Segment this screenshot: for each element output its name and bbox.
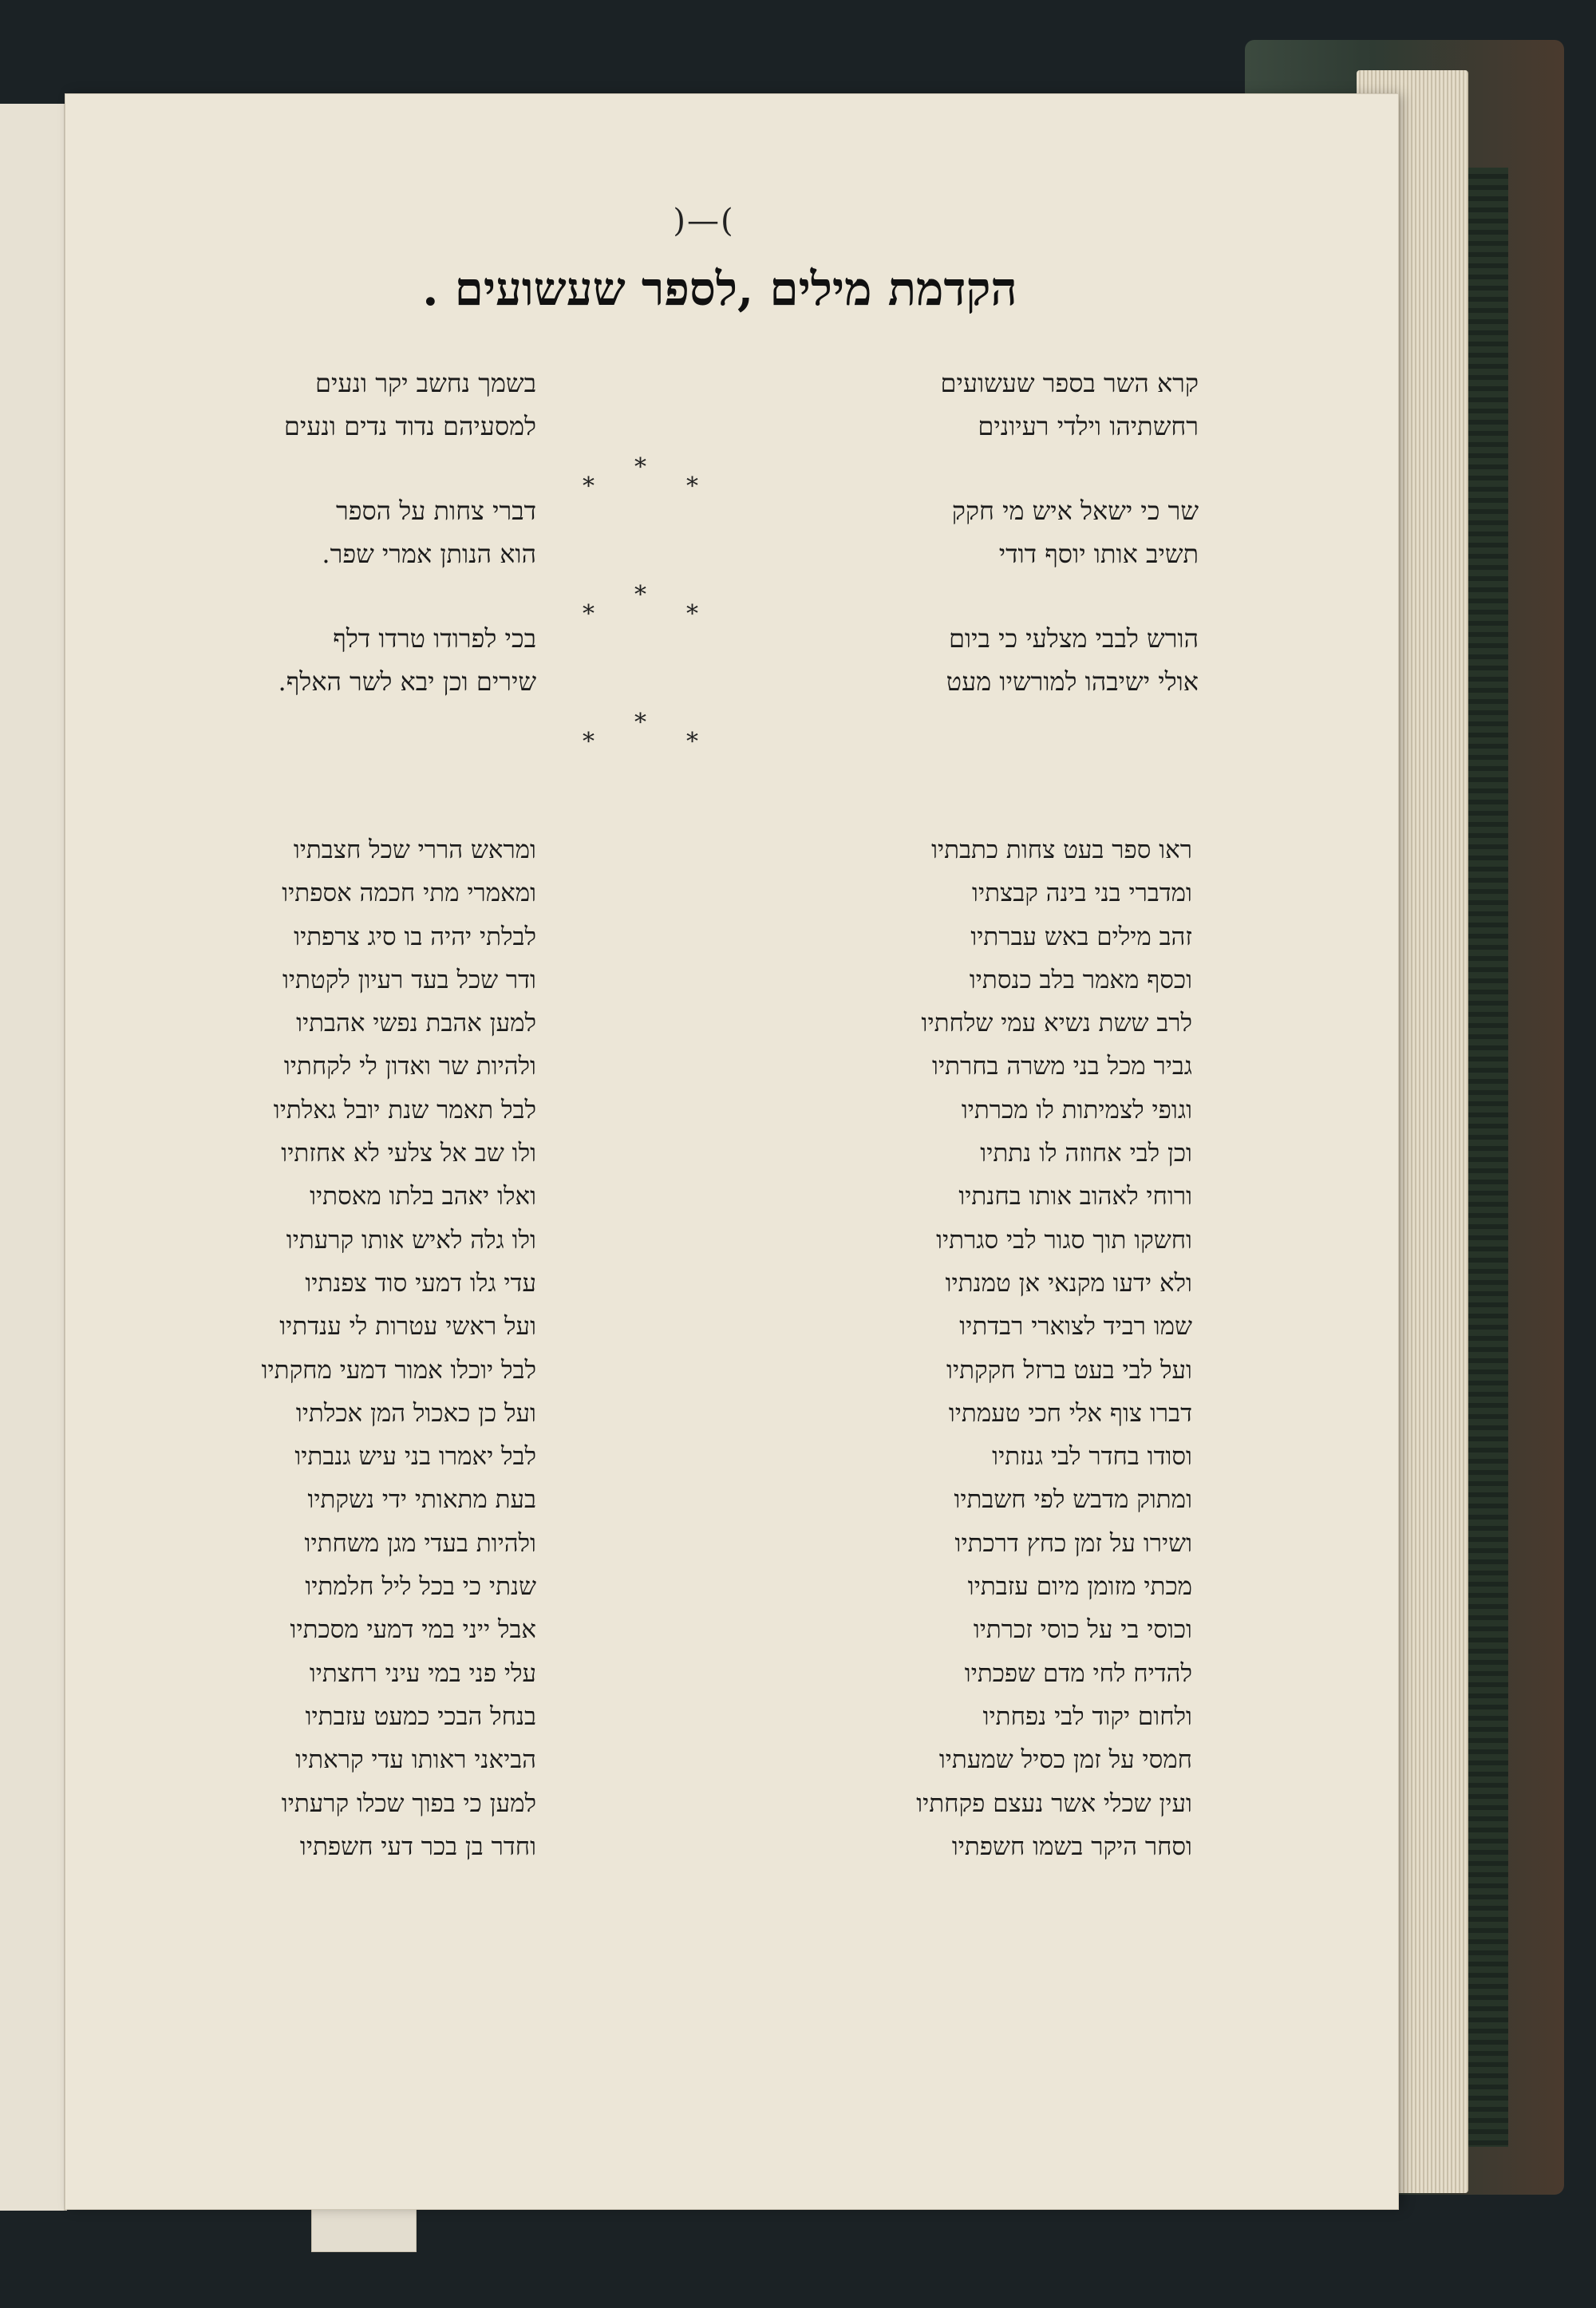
asterisk-glyph: * — [583, 728, 595, 756]
facing-page-edge — [0, 104, 67, 2211]
verse-line: לבלתי יהיה בו סיג צרפתיו — [294, 922, 536, 951]
verse-line: דברי צחות על הספר — [335, 496, 536, 526]
paper-tab — [311, 2207, 417, 2252]
verse-line: להדיח לחי מדם שפכתיו — [964, 1658, 1192, 1688]
verse-line: לרב ששת נשיא עמי שלחתיו — [921, 1009, 1192, 1038]
asterisk-divider — [583, 709, 710, 757]
verse-line: וכן לבי אחוזה לו נתתיו — [980, 1139, 1192, 1168]
asterisk-glyph: * — [634, 709, 646, 737]
page-title: הקדמת מילים ,לספר שעשועים . — [422, 262, 1017, 316]
verse-line: ועין שכלי אשר נעצם פקחתיו — [916, 1788, 1192, 1818]
stanza-right-1 — [940, 362, 1199, 448]
verse-line: אבל ייני במי דמעי מסכתיו — [290, 1615, 536, 1645]
verse-line: עלי פני במי עיני רחצתיו — [309, 1658, 536, 1688]
verse-line: ולהיות בעדי מגן משחתיו — [304, 1528, 536, 1558]
asterisk-glyph: * — [583, 472, 595, 500]
verse-line: וכסף מאמר בלב כנסתיו — [969, 965, 1192, 994]
verse-line: וכוסי בי על כוסי זכרתיו — [973, 1615, 1192, 1645]
verse-line: קרא השר בספר שעשועים — [940, 368, 1199, 398]
verse-line: לבל תאמר שנת יובל גאלתיו — [273, 1095, 536, 1124]
verse-line: וסחר היקר בשמו חשפתיו — [951, 1832, 1192, 1861]
verse-line: בעת מתאותי ידי נשקתיו — [307, 1485, 536, 1515]
stanza-left-3 — [279, 617, 536, 703]
verse-line: בכי לפרודו טרדו דלף — [333, 623, 536, 654]
verse-line: ומאמרי מתי חכמה אספתיו — [282, 879, 536, 908]
asterisk-glyph: * — [634, 453, 646, 481]
verse-line: ולחום יקוד לבי נפחתיו — [982, 1701, 1192, 1731]
verse-line: לבל יוכלו אמור דמעי מחקתיו — [261, 1355, 536, 1385]
verse-line: הוא הנותן אמרי שפר. — [322, 539, 536, 569]
verse-line: וחדר בן בכר דעי חשפתיו — [299, 1832, 536, 1861]
verse-line: ומדברי בני בינה קבצתיו — [972, 879, 1192, 908]
verse-line: ולא ידעו מקנאי אן טמנתיו — [945, 1268, 1192, 1298]
asterisk-glyph: * — [686, 600, 698, 628]
verse-line: ועל לבי בעט ברזל חקקתיו — [946, 1355, 1192, 1385]
verse-line: בנחל הבכי כמעט עזבתיו — [305, 1701, 536, 1731]
stanza-right-2 — [952, 489, 1199, 575]
verse-line: חמסי על זמן כסיל שמעתיו — [938, 1745, 1192, 1775]
verse-line: ומראש הררי שכל חצבתיו — [293, 836, 536, 864]
stanza-right-3 — [946, 617, 1199, 703]
asterisk-glyph: * — [686, 472, 698, 500]
verse-line: גביר מכל בני משרה בחרתיו — [932, 1052, 1192, 1081]
verse-line: שנתי כי בכל ליל חלמתיו — [305, 1572, 536, 1602]
verse-line: ולו שב אל צלעי לא אחזתיו — [281, 1139, 536, 1168]
verse-line: הביאני ראותו עדי קראתיו — [295, 1745, 536, 1775]
verse-line: שמו רביד לצוארי רבדתיו — [959, 1312, 1192, 1342]
asterisk-glyph: * — [686, 728, 698, 756]
book-spine — [1468, 168, 1508, 2147]
verse-line: ושירו על זמן כחץ דרכתיו — [954, 1528, 1192, 1558]
verse-line: ומתוק מדבש לפי חשבתיו — [954, 1485, 1192, 1515]
verse-line: תשיב אותו יוסף דודי — [998, 539, 1199, 569]
asterisk-glyph: * — [583, 600, 595, 628]
stanza-left-2 — [322, 489, 536, 575]
verse-line: בשמך נחשב יקר ונעים — [315, 368, 536, 398]
verse-line: וגופי לצמיתות לו מכרתיו — [961, 1095, 1192, 1124]
verse-line: ועל ראשי עטרות לי ענדתיו — [279, 1312, 536, 1342]
poem-column-left — [262, 828, 536, 1868]
verse-line: שירים וכן יבא לשר האלף. — [278, 666, 536, 697]
asterisk-glyph: * — [634, 581, 646, 609]
verse-line: מכתי מזומן מיום עזבתיו — [967, 1572, 1192, 1602]
asterisk-divider — [583, 453, 710, 501]
verse-line: לבל יאמרו בני עיש גנבתיו — [294, 1442, 536, 1472]
verse-line: ודר שכל בעד רעיון לקטתיו — [282, 965, 536, 994]
verse-line: עדי גלו דמעי סוד צפנתיו — [305, 1268, 536, 1298]
verse-line: ואלו יאהב בלתו מאסתיו — [310, 1182, 536, 1211]
verse-line: למען כי בפוך שכלו קרעתיו — [281, 1788, 536, 1818]
verse-line: ולו גלה לאיש אותו קרעתיו — [286, 1225, 536, 1255]
verse-line: ולהיות שר ואדון לי לקחתיו — [283, 1052, 536, 1081]
verse-line: ראו ספר בעט צחות כתבתיו — [931, 836, 1192, 864]
verse-line: וסודו בחדר לבי גנזתיו — [992, 1442, 1192, 1472]
verse-line: למסעיהם נדוד נדים ונעים — [283, 411, 536, 441]
verse-line: זהב מילים באש עברתיו — [970, 922, 1192, 951]
verse-line: ורוחי לאהוב אותו בחנתיו — [958, 1182, 1192, 1211]
verse-line: ועל כן כאכול המן אכלתיו — [295, 1398, 536, 1428]
verse-line: רחשתיהו וילדי רעיונים — [978, 411, 1199, 441]
verse-line: שר כי ישאל איש מי חקק — [951, 496, 1199, 526]
book-page — [65, 94, 1398, 2209]
verse-line: דברו צוף אלי חכי טעמתיו — [948, 1398, 1192, 1428]
verse-line: אולי ישיבהו למורשיו מעט — [946, 666, 1199, 697]
verse-line: למען אהבת נפשי אהבתיו — [296, 1009, 536, 1038]
page-number: )—( — [673, 203, 735, 239]
verse-line: הורש לבבי מצלעי כי ביום — [948, 623, 1199, 654]
poem-column-right — [916, 828, 1192, 1868]
stanza-left-1 — [284, 362, 536, 448]
asterisk-divider — [583, 581, 710, 629]
verse-line: וחשקו תוך סגור לבי סגרתיו — [936, 1225, 1192, 1255]
